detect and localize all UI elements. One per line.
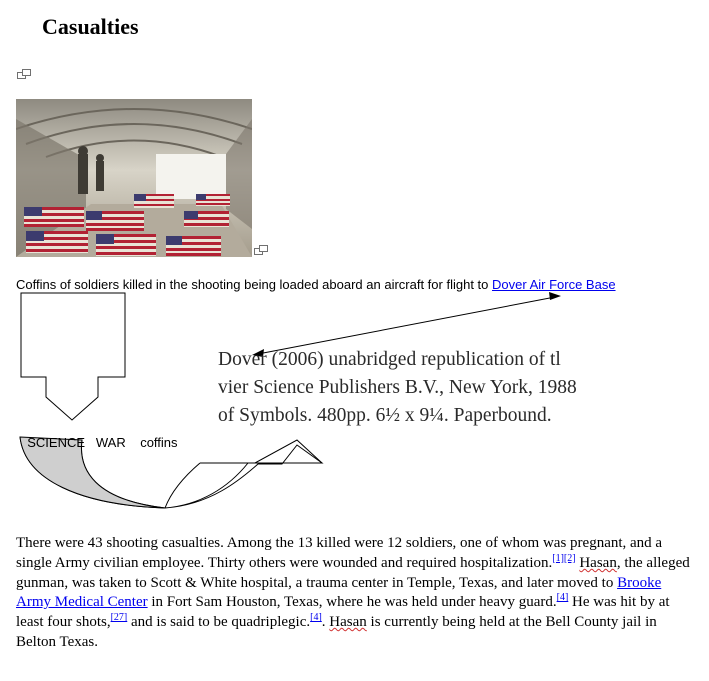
reference-link-4[interactable]: [4] [556,592,569,604]
reference-link-4b[interactable]: [4] [310,612,322,624]
paragraph-text: and is said to be quadriplegic. [127,614,311,631]
scan-line-2: vier Science Publishers B.V., New York, 1988 [218,377,577,398]
label-war: WAR [95,435,126,450]
paragraph-text: is currently being held at the Bell County jail in Belton Texas. [16,614,657,650]
caption-text: Coffins of soldiers killed in the shooting being loaded aboard an aircraft for flight to [16,277,492,292]
casualties-paragraph [16,534,696,653]
paragraph-text: . [321,614,330,631]
scanned-text-image[interactable] [218,346,610,430]
paragraph-text: There were 43 shooting casualties. Among the 13 killed were 12 soldiers, one of whom was pregnant, and a single Army civilian employee. Thirty others were wounded and required hospitalization. [16,535,663,571]
paragraph-text: in Fort Sam Houston, Texas, where he was held under heavy guard. [147,594,557,611]
reference-link-1[interactable]: [1] [552,552,564,564]
shape-labels [20,420,178,450]
reference-link-2[interactable]: [2] [563,552,576,564]
paragraph-text: He was hit by at least four shots, [16,594,670,631]
reference-link-27[interactable]: [27] [110,612,128,624]
label-coffins: coffins [140,435,178,450]
spelling-flagged-word: Hasan [579,554,617,571]
spelling-flagged-word: Hasan [329,614,367,631]
arrowhead-start [549,292,561,300]
paragraph-text: , the alleged gunman, was taken to Scott & White hospital, a trauma center in Temple, Texas, and later moved to [16,554,690,591]
dover-air-force-base-link[interactable]: Dover Air Force Base [492,277,616,292]
brooke-army-medical-center-link[interactable]: Brooke Army Medical Center [16,574,662,611]
scan-line-1: Dover (2006) unabridged republication of tl [218,349,561,370]
scan-line-3: of Symbols. 480pp. 6½ x 9¼. Paperbound. [218,405,552,426]
down-arrow-shape [21,293,125,420]
section-heading: Casualties [42,14,139,39]
label-science: SCIENCE [27,435,86,450]
